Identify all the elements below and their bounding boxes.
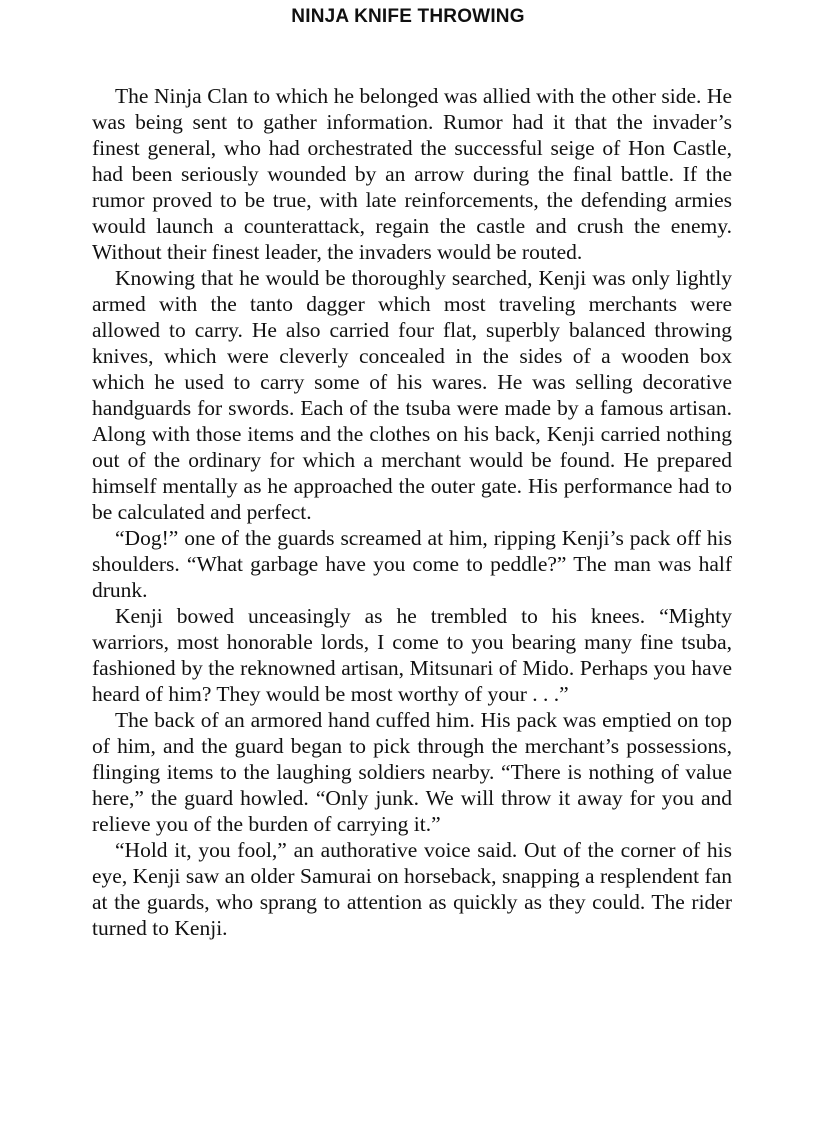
paragraph: The back of an armored hand cuffed him. His pack was emptied on top of him, and the guard began to pick through the merchant’s possessions, flinging items to the laughing soldiers nearby. “There is nothing of value here,” the guard howled. “Only junk. We will throw it away for you and relieve you of the burden of carrying it.” bbox=[92, 708, 732, 836]
paragraph: The Ninja Clan to which he belonged was allied with the other side. He was being sent to gather information. Rumor had it that the invader’s finest general, who had orchestrated the successful seige of Hon Castle, had been seriously wounded by an arrow during the final battle. If the rumor proved to be true, with late reinforcements, the defending armies would launch a counterattack, regain the castle and crush the enemy. Without their finest leader, the invaders would be routed. bbox=[92, 84, 732, 264]
paragraph: “Hold it, you fool,” an authorative voice said. Out of the corner of his eye, Kenji saw an older Samurai on horseback, snapping a resplendent fan at the guards, who sprang to attention as quickly as they could. The rider turned to Kenji. bbox=[92, 838, 732, 940]
body-text bbox=[92, 83, 732, 941]
paragraph: Knowing that he would be thoroughly searched, Kenji was only lightly armed with the tanto dagger which most traveling merchants were allowed to carry. He also carried four flat, superbly balanced throwing knives, which were cleverly concealed in the sides of a wooden box which he used to carry some of his wares. He was selling decorative handguards for swords. Each of the tsuba were made by a famous artisan. Along with those items and the clothes on his back, Kenji carried nothing out of the ordinary for which a merchant would be found. He prepared himself mentally as he approached the outer gate. His performance had to be calculated and perfect. bbox=[92, 266, 732, 524]
paragraph: Kenji bowed unceasingly as he trembled to his knees. “Mighty warriors, most honorable lords, I come to you bearing many fine tsuba, fashioned by the reknowned artisan, Mitsunari of Mido. Perhaps you have heard of him? They would be most worthy of your . . .” bbox=[92, 604, 732, 706]
running-header: NINJA KNIFE THROWING bbox=[291, 6, 525, 27]
paragraph: “Dog!” one of the guards screamed at him, ripping Kenji’s pack off his shoulders. “What garbage have you come to peddle?” The man was half drunk. bbox=[92, 526, 732, 602]
